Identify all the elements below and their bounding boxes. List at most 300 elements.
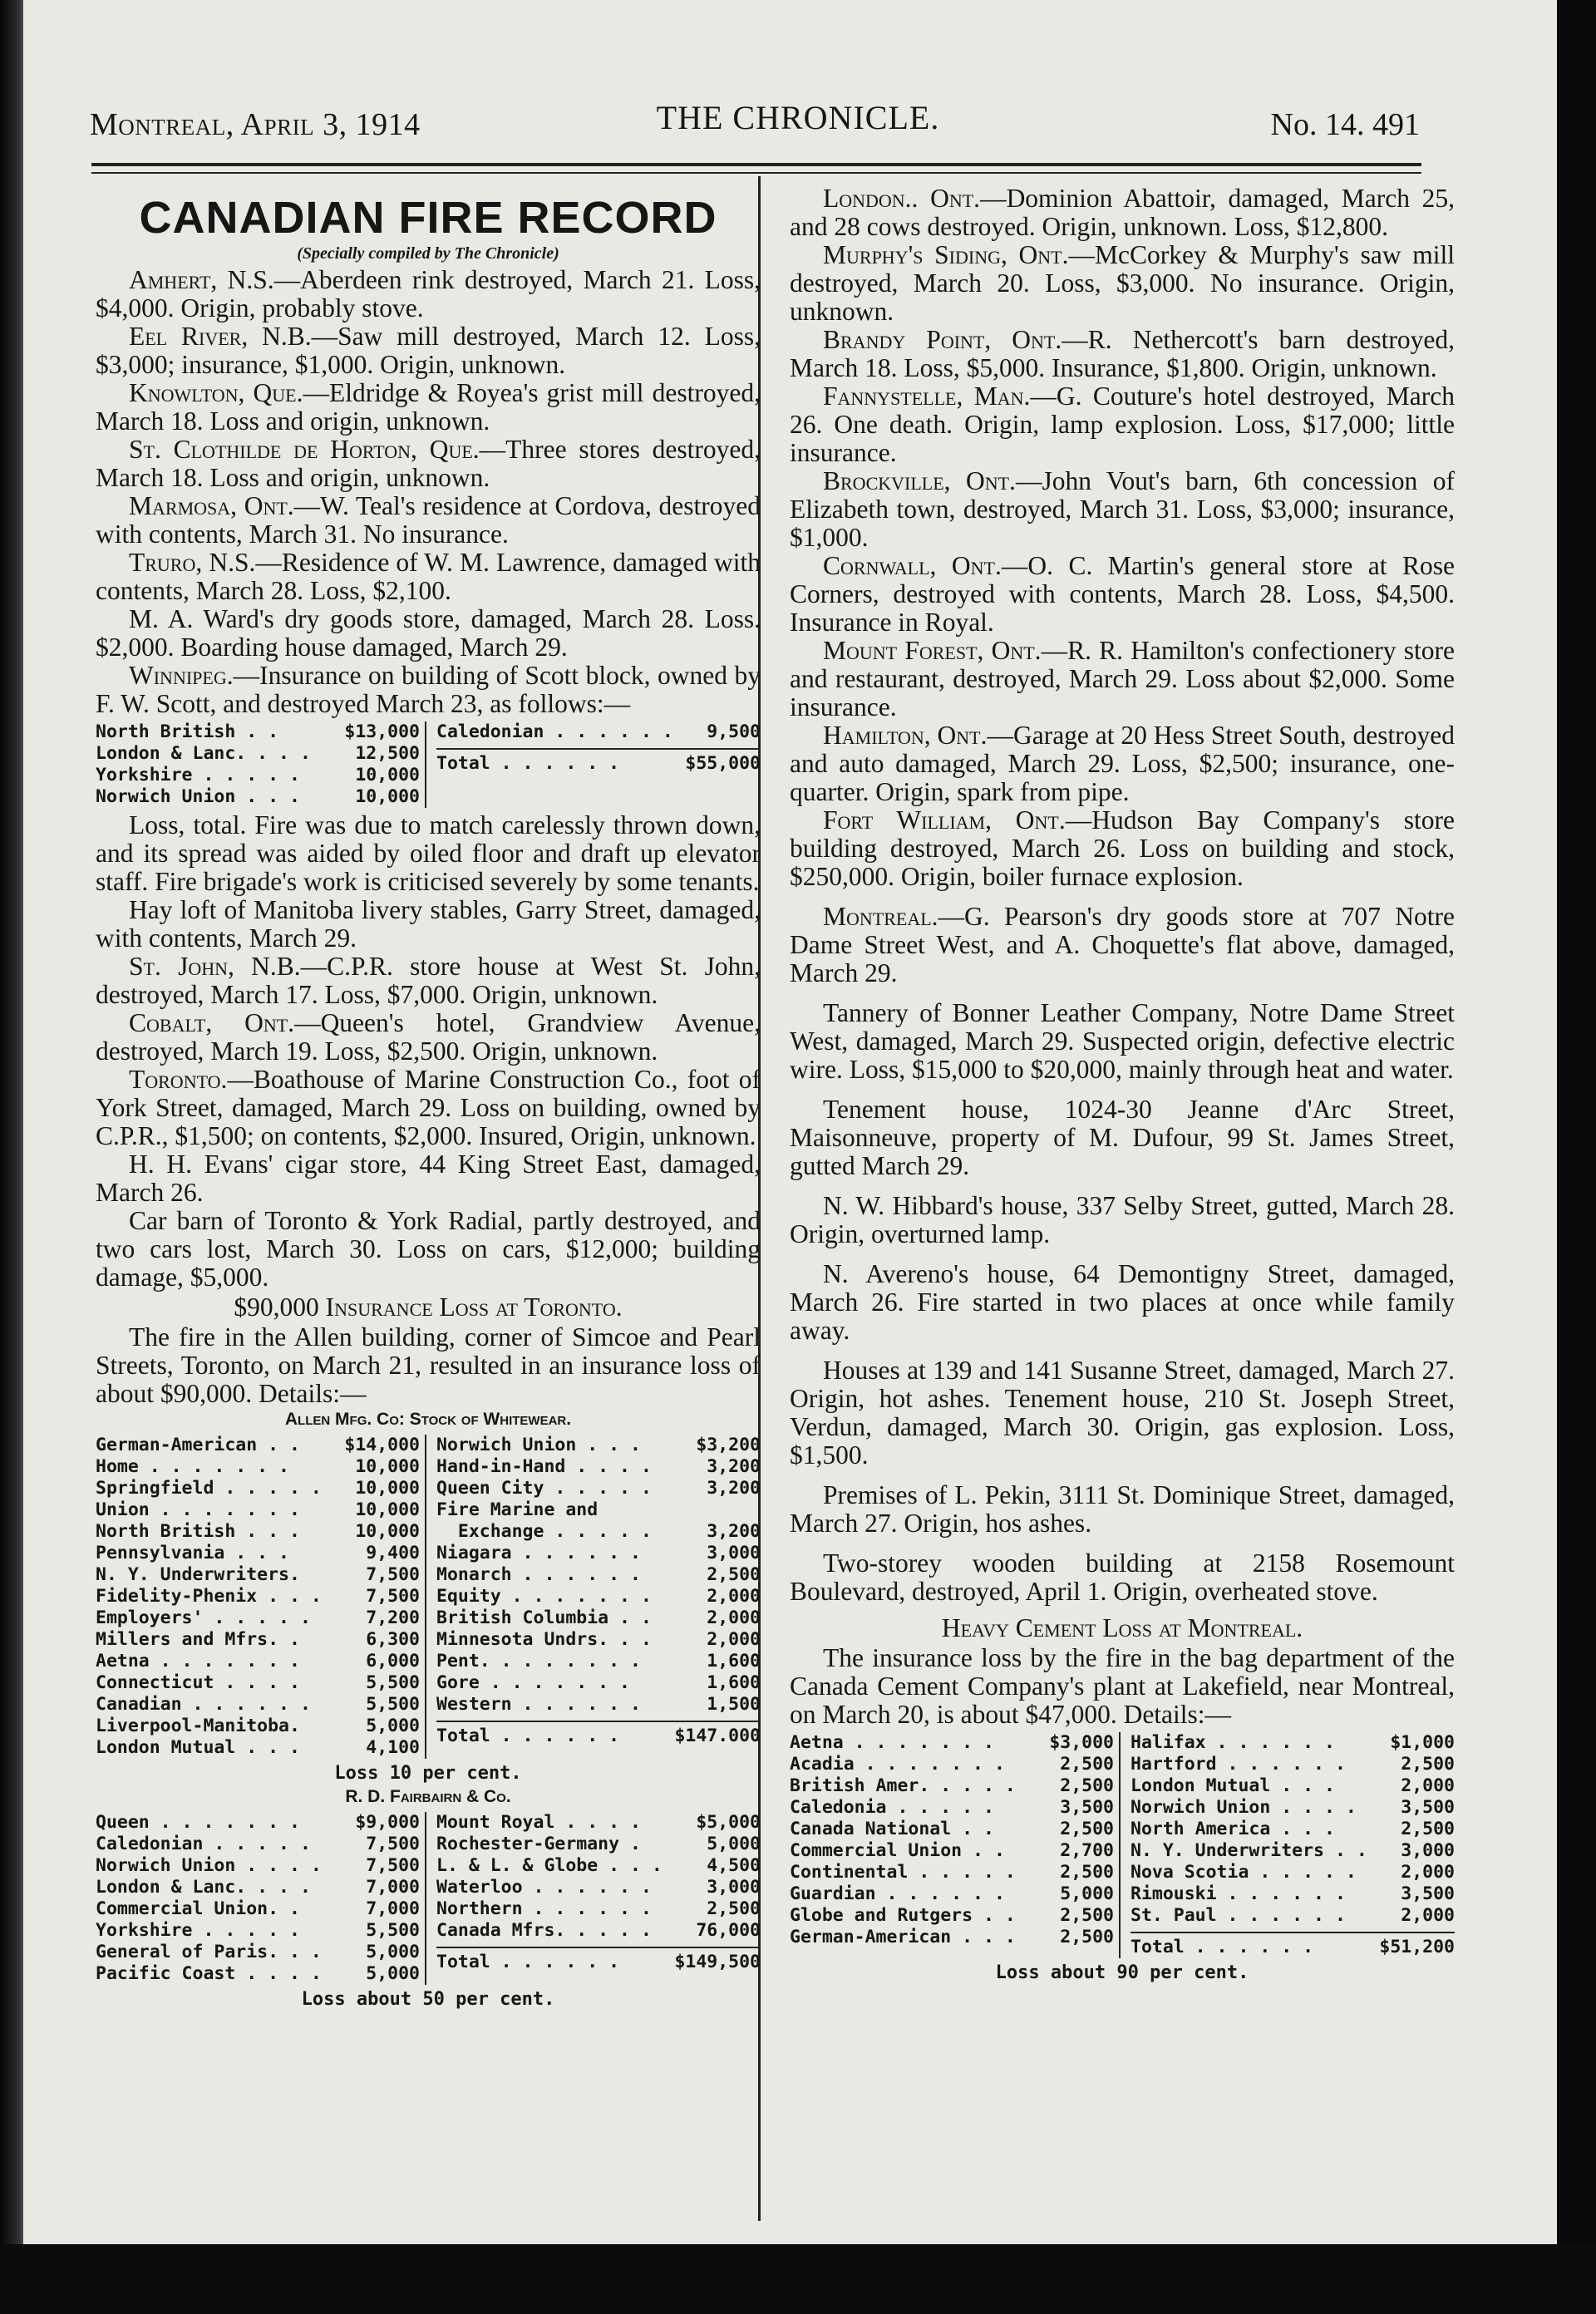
- fire-entry: [790, 1192, 1455, 1248]
- company-name: Pacific Coast . . . .: [96, 1963, 322, 1984]
- amount: 7,500: [366, 1586, 420, 1607]
- table-row: [790, 1819, 1114, 1840]
- left-column: [96, 185, 761, 2011]
- entry-text: N. Avereno's house, 64 Demontigny Street, damaged, March 26. Fire started in two places at once while family away.: [790, 1259, 1455, 1345]
- header-rule: [91, 172, 1421, 174]
- amount: 7,000: [366, 1877, 420, 1898]
- amount: 3,000: [707, 1543, 761, 1563]
- company-name: Fidelity-Phenix . . .: [96, 1586, 322, 1607]
- scan-edge: [1557, 0, 1596, 2314]
- amount: 5,000: [366, 1716, 420, 1736]
- fire-entry: [96, 1207, 761, 1292]
- fire-entry: [96, 1150, 761, 1207]
- entry-text: —Eldridge & Royea's grist mill destroyed, March 18. Loss and origin, unknown.: [96, 378, 761, 436]
- entry-text: —R. R. Hamilton's confectionery store and restaurant, destroyed, March 29. Loss about $2,000. Some insurance.: [790, 636, 1455, 721]
- table-row: [436, 1435, 761, 1456]
- amount: 3,000: [1401, 1840, 1455, 1861]
- company-name: Springfield . . . . .: [96, 1478, 322, 1499]
- company-name: Northern . . . . . .: [436, 1898, 652, 1919]
- amount: 9,400: [366, 1543, 420, 1563]
- entry-text: —O. C. Martin's general store at Rose Corners, destroyed with contents, March 28. Loss, $4,500. Insurance in Royal.: [790, 551, 1456, 637]
- entry-text: —Garage at 20 Hess Street South, destroyed and auto damaged, March 29. Loss, $2,500; insurance, one-quarter. Origin, spark from pipe.: [790, 721, 1455, 806]
- entry-place: London.. Ont.: [823, 184, 981, 213]
- table-row: [96, 1521, 420, 1543]
- amount: 5,000: [1060, 1883, 1114, 1904]
- fire-entry: [790, 1356, 1455, 1470]
- table-row: [790, 1905, 1114, 1927]
- amount: 10,000: [355, 1456, 420, 1477]
- company-name: Caledonian . . . . . .: [436, 721, 673, 742]
- amount: 7,500: [366, 1564, 420, 1585]
- entry-text: —Aberdeen rink destroyed, March 21. Loss, $4,000. Origin, probably stove.: [96, 265, 761, 322]
- table-row: [436, 1629, 761, 1651]
- company-name: N. Y. Underwriters.: [96, 1564, 300, 1585]
- table-row: [1130, 1775, 1455, 1797]
- entry-text: Tannery of Bonner Leather Company, Notre Dame Street West, damaged, March 29. Suspected origin, defective electric wire. Loss, $15,000 to $20,000, mainly through heat and water.: [790, 998, 1455, 1084]
- entry-text: —Queen's hotel, Grandview Avenue, destroyed, March 19. Loss, $2,500. Origin, unknown.: [96, 1008, 761, 1066]
- table-row: [436, 1694, 761, 1716]
- company-name: North America . . .: [1130, 1819, 1335, 1839]
- total-amount: $149,500: [674, 1952, 761, 1972]
- entry-text: —G. Pearson's dry goods store at 707 Notre Dame Street West, and A. Choquette's flat above, damaged, March 29.: [790, 902, 1455, 987]
- company-name: Pent. . . . . . . .: [436, 1651, 641, 1671]
- company-name: General of Paris. . .: [96, 1942, 322, 1962]
- table-row: [436, 1920, 761, 1942]
- company-name: Guardian . . . . . .: [790, 1883, 1005, 1904]
- company-name: Norwich Union . . .: [436, 1435, 641, 1455]
- company-name: Commercial Union . .: [790, 1840, 1005, 1861]
- amount: 7,200: [366, 1607, 420, 1628]
- amount: 2,500: [1060, 1819, 1114, 1839]
- total-label: Total . . . . . .: [436, 1726, 620, 1746]
- fire-entry: [790, 326, 1455, 382]
- table-row: [96, 743, 420, 765]
- company-name: London & Lanc. . . .: [96, 1877, 311, 1898]
- company-name: Union . . . . . . .: [96, 1499, 300, 1520]
- total-amount: $55,000: [685, 753, 761, 774]
- table-row: [96, 1920, 420, 1942]
- company-name: London & Lanc. . . .: [96, 743, 311, 764]
- table-row: [1130, 1754, 1455, 1775]
- fire-entry: [790, 806, 1455, 891]
- table-row: [436, 1543, 761, 1564]
- table-row: [436, 1672, 761, 1694]
- table-row: [96, 1812, 420, 1834]
- fire-entry: [96, 379, 761, 436]
- table-row: [790, 1840, 1114, 1862]
- amount: 2,500: [1060, 1754, 1114, 1775]
- fairbairn-insurance-table: [96, 1812, 761, 1985]
- company-name: Rimouski . . . . . .: [1130, 1883, 1346, 1904]
- fire-entry: [790, 382, 1455, 467]
- amount: 10,000: [355, 765, 420, 785]
- company-name: Canadian . . . . . .: [96, 1694, 311, 1715]
- table-row: [790, 1732, 1114, 1754]
- entry-place: Murphy's Siding, Ont.: [823, 240, 1069, 269]
- cement-insurance-table: [790, 1732, 1455, 1958]
- table-left-column: [96, 1812, 426, 1985]
- table-row: [96, 1737, 420, 1759]
- table-row: [96, 1478, 420, 1499]
- table-row: [96, 1586, 420, 1607]
- table-row: [436, 1478, 761, 1499]
- company-name: North British . . .: [96, 1521, 300, 1542]
- table-total-row: [1130, 1932, 1455, 1958]
- table-row: [436, 1564, 761, 1586]
- amount: 3,500: [1401, 1883, 1455, 1904]
- amount: 2,000: [1401, 1862, 1455, 1883]
- company-name: Fire Marine and: [436, 1499, 598, 1520]
- amount: 2,000: [707, 1586, 761, 1607]
- amount: 5,000: [366, 1963, 420, 1984]
- company-name: N. Y. Underwriters . .: [1130, 1840, 1367, 1861]
- entry-text: Car barn of Toronto & York Radial, partly destroyed, and two cars lost, March 30. Loss on cars, $12,000; building damage, $5,000.: [96, 1206, 761, 1292]
- table-row: [96, 1898, 420, 1920]
- company-name: Halifax . . . . . .: [1130, 1732, 1335, 1753]
- table-row: [96, 765, 420, 786]
- entry-text: Two-storey wooden building at 2158 Rosemount Boulevard, destroyed, April 1. Origin, overheated stove.: [790, 1548, 1455, 1606]
- company-name: Liverpool-Manitoba.: [96, 1716, 300, 1736]
- entry-text: —Three stores destroyed, March 18. Loss and origin, unknown.: [96, 435, 761, 492]
- amount: 2,000: [1401, 1775, 1455, 1796]
- toronto-paragraph: The fire in the Allen building, corner of Simcoe and Pearl Streets, Toronto, on March 21, resulted in an insurance loss of about $90,000. Details:—: [96, 1322, 761, 1408]
- amount: 2,700: [1060, 1840, 1114, 1861]
- amount: 2,500: [1060, 1862, 1114, 1883]
- fire-entry: [96, 549, 761, 605]
- fire-entry: [790, 999, 1455, 1084]
- amount: 9,500: [707, 721, 761, 742]
- entry-place: Knowlton, Que.: [129, 378, 303, 407]
- company-name: Globe and Rutgers . .: [790, 1905, 1016, 1926]
- table-row: [96, 1877, 420, 1898]
- entry-text: —Hudson Bay Company's store building destroyed, March 26. Loss on building and stock, $250,000. Origin, boiler furnace explosion.: [790, 805, 1455, 891]
- table-row: [436, 721, 761, 743]
- table-row: [96, 1499, 420, 1521]
- allen-heading: Allen Mfg. Co: Stock of Whitewear.: [284, 1410, 572, 1429]
- total-amount: $51,200: [1379, 1937, 1455, 1957]
- company-name: L. & L. & Globe . . .: [436, 1855, 663, 1876]
- amount: 5,500: [366, 1672, 420, 1693]
- company-name: St. Paul . . . . . .: [1130, 1905, 1346, 1926]
- entry-place: Cornwall, Ont.: [823, 551, 1002, 580]
- fairbairn-loss-note: Loss about 50 per cent.: [301, 1989, 555, 2010]
- header-page-number: No. 14. 491: [1270, 107, 1420, 142]
- fire-entry: [96, 322, 761, 379]
- table-row: [96, 786, 420, 808]
- company-name: Norwich Union . . . .: [1130, 1797, 1357, 1818]
- entry-place: Cobalt, Ont.: [129, 1008, 295, 1037]
- table-row: [96, 1629, 420, 1651]
- amount: 3,000: [707, 1877, 761, 1898]
- table-row: [1130, 1819, 1455, 1840]
- entry-place: Winnipeg.: [129, 661, 234, 690]
- fire-entry: [96, 896, 761, 953]
- amount: 7,000: [366, 1898, 420, 1919]
- company-name: Commercial Union. .: [96, 1898, 300, 1919]
- amount: 2,500: [1060, 1775, 1114, 1796]
- header-publication: THE CHRONICLE.: [656, 99, 940, 136]
- entry-text: —Insurance on building of Scott block, owned by F. W. Scott, and destroyed March 23, as follows:—: [96, 661, 761, 718]
- amount: 6,000: [366, 1651, 420, 1671]
- table-row: [436, 1456, 761, 1478]
- amount: 3,500: [1401, 1797, 1455, 1818]
- left-entries-2: [96, 811, 761, 1292]
- fire-entry: [790, 637, 1455, 721]
- fire-entry: [790, 467, 1455, 552]
- entry-place: Hamilton, Ont.: [823, 721, 988, 750]
- table-row: [1130, 1797, 1455, 1819]
- table-row: [1130, 1840, 1455, 1862]
- company-name: German-American . . .: [790, 1927, 1016, 1947]
- amount: 10,000: [355, 1521, 420, 1542]
- company-name: Home . . . . . . .: [96, 1456, 289, 1477]
- amount: $9,000: [355, 1812, 420, 1833]
- company-name: Western . . . . . .: [436, 1694, 641, 1715]
- amount: 10,000: [355, 786, 420, 807]
- entry-text: —Dominion Abattoir, damaged, March 25, and 28 cows destroyed. Origin, unknown. Loss, $12,800.: [790, 184, 1455, 241]
- company-name: Exchange . . . . .: [436, 1521, 652, 1542]
- fire-entry: [96, 492, 761, 549]
- amount: 2,500: [1060, 1927, 1114, 1947]
- amount: 2,000: [707, 1629, 761, 1650]
- company-name: Yorkshire . . . . .: [96, 1920, 300, 1941]
- entry-text: H. H. Evans' cigar store, 44 King Street East, damaged, March 26.: [96, 1150, 761, 1207]
- company-name: Yorkshire . . . . .: [96, 765, 300, 785]
- amount: 5,000: [707, 1834, 761, 1854]
- entry-place: Truro, N.S.: [129, 548, 256, 577]
- amount: 4,100: [366, 1737, 420, 1758]
- amount: 7,500: [366, 1834, 420, 1854]
- table-row: [96, 1694, 420, 1716]
- header-dateline: Montreal, April 3, 1914: [90, 107, 421, 142]
- toronto-heading: $90,000 Insurance Loss at Toronto.: [234, 1292, 623, 1322]
- amount: 4,500: [707, 1855, 761, 1876]
- company-name: Queen City . . . . .: [436, 1478, 652, 1499]
- amount: 1,500: [707, 1694, 761, 1715]
- cement-paragraph: The insurance loss by the fire in the bag department of the Canada Cement Company's plant at Lakefield, near Montreal, on March 20, is about $47,000. Details:—: [790, 1643, 1455, 1729]
- amount: 12,500: [355, 743, 420, 764]
- entry-place: Marmosa, Ont.: [129, 491, 294, 520]
- fire-entry: [96, 266, 761, 322]
- company-name: London Mutual . . .: [1130, 1775, 1335, 1796]
- amount: 5,500: [366, 1920, 420, 1941]
- amount: 2,500: [707, 1898, 761, 1919]
- fire-entry: [790, 1260, 1455, 1345]
- company-name: Hartford . . . . . .: [1130, 1754, 1346, 1775]
- company-name: Rochester-Germany .: [436, 1834, 641, 1854]
- entry-place: Montreal.: [823, 902, 938, 931]
- fire-entry: [790, 1481, 1455, 1538]
- entry-text: Houses at 139 and 141 Susanne Street, damaged, March 27. Origin, hot ashes. Tenement house, 210 St. Joseph Street, Verdun, damaged, March 30. Origin, gas explosion. Loss, $1,500.: [790, 1356, 1455, 1470]
- entry-text: —Boathouse of Marine Construction Co., foot of York Street, damaged, March 29. Loss on building, owned by C.P.R., $1,500; on contents, $2,000. Insured, Origin, unknown.: [96, 1065, 761, 1150]
- company-name: Canada Mfrs. . . . .: [436, 1920, 652, 1941]
- amount: 2,500: [707, 1564, 761, 1585]
- company-name: Continental . . . . .: [790, 1862, 1016, 1883]
- entry-text: Tenement house, 1024-30 Jeanne d'Arc Street, Maisonneuve, property of M. Dufour, 99 St. James Street, gutted March 29.: [790, 1095, 1455, 1180]
- table-row: [790, 1927, 1114, 1948]
- table-row: [436, 1586, 761, 1607]
- company-name: Monarch . . . . . .: [436, 1564, 641, 1585]
- table-row: [96, 1456, 420, 1478]
- company-name: Nova Scotia . . . . .: [1130, 1862, 1357, 1883]
- entry-text: —Residence of W. M. Lawrence, damaged with contents, March 28. Loss, $2,100.: [96, 548, 761, 605]
- amount: 7,500: [366, 1855, 420, 1876]
- company-name: Aetna . . . . . . .: [96, 1651, 300, 1671]
- table-row: [96, 721, 420, 743]
- fire-entry: [96, 1066, 761, 1150]
- company-name: British Amer. . . . .: [790, 1775, 1016, 1796]
- amount: $3,000: [1049, 1732, 1114, 1753]
- table-row: [96, 1672, 420, 1694]
- table-row: [96, 1716, 420, 1737]
- company-name: Caledonian . . . . .: [96, 1834, 311, 1854]
- entry-place: Amhert, N.S.: [129, 265, 274, 294]
- company-name: Aetna . . . . . . .: [790, 1732, 994, 1753]
- fire-entry: [96, 811, 761, 896]
- company-name: Queen . . . . . . .: [96, 1812, 300, 1833]
- entry-text: M. A. Ward's dry goods store, damaged, March 28. Loss. $2,000. Boarding house damaged, March 29.: [96, 604, 761, 662]
- cement-heading: Heavy Cement Loss at Montreal.: [941, 1613, 1303, 1642]
- company-name: London Mutual . . .: [96, 1737, 300, 1758]
- entry-place: Toronto.: [129, 1065, 228, 1094]
- company-name: Hand-in-Hand . . . .: [436, 1456, 652, 1477]
- allen-insurance-table: [96, 1435, 761, 1759]
- table-row: [1130, 1905, 1455, 1927]
- table-row: [96, 1607, 420, 1629]
- company-name: Gore . . . . . . .: [436, 1672, 630, 1693]
- table-row: [436, 1607, 761, 1629]
- fire-entry: [790, 1095, 1455, 1180]
- table-left-column: [96, 721, 426, 808]
- table-row: [790, 1883, 1114, 1905]
- fairbairn-heading: R. D. Fairbairn & Co.: [345, 1787, 511, 1806]
- amount: 2,500: [1401, 1754, 1455, 1775]
- amount: 10,000: [355, 1499, 420, 1520]
- fire-entry: [790, 721, 1455, 806]
- amount: 10,000: [355, 1478, 420, 1499]
- entry-text: N. W. Hibbard's house, 337 Selby Street, gutted, March 28. Origin, overturned lamp.: [790, 1191, 1455, 1248]
- table-left-column: [96, 1435, 426, 1759]
- amount: 3,200: [707, 1456, 761, 1477]
- cement-loss-note: Loss about 90 per cent.: [995, 1962, 1249, 1983]
- company-name: Norwich Union . . . .: [96, 1855, 322, 1876]
- amount: 2,500: [1401, 1819, 1455, 1839]
- amount: 3,500: [1060, 1797, 1114, 1818]
- company-name: Millers and Mfrs. .: [96, 1629, 300, 1650]
- table-row: [96, 1834, 420, 1855]
- fire-entry: [790, 241, 1455, 326]
- company-name: Mount Royal . . . .: [436, 1812, 641, 1833]
- company-name: Norwich Union . . .: [96, 786, 300, 807]
- table-left-column: [790, 1732, 1121, 1958]
- entry-place: Mount Forest, Ont.: [823, 636, 1042, 665]
- table-row: [790, 1862, 1114, 1883]
- fire-entry: [96, 1009, 761, 1066]
- table-row: [96, 1543, 420, 1564]
- amount: 3,200: [707, 1478, 761, 1499]
- table-right-column: [1121, 1732, 1455, 1958]
- fire-entry: [790, 185, 1455, 241]
- company-name: Waterloo . . . . . .: [436, 1877, 652, 1898]
- right-column: [790, 185, 1455, 1985]
- table-total-row: [436, 1721, 761, 1747]
- table-right-column: [426, 1435, 761, 1759]
- section-subtitle: (Specially compiled by The Chronicle): [297, 244, 559, 263]
- table-row: [96, 1651, 420, 1672]
- table-row: [1130, 1862, 1455, 1883]
- table-row: [790, 1754, 1114, 1775]
- winnipeg-insurance-table: [96, 721, 761, 808]
- entry-text: Premises of L. Pekin, 3111 St. Dominique Street, damaged, March 27. Origin, hos ashes.: [790, 1480, 1455, 1538]
- table-row: [790, 1797, 1114, 1819]
- company-name: Niagara . . . . . .: [436, 1543, 641, 1563]
- header-rule: [91, 163, 1421, 166]
- entry-text: —McCorkey & Murphy's saw mill destroyed, March 20. Loss, $3,000. No insurance. Origin, unknown.: [790, 240, 1455, 326]
- amount: 1,600: [707, 1651, 761, 1671]
- fire-entry: [96, 605, 761, 662]
- table-row: [1130, 1732, 1455, 1754]
- company-name: North British . .: [96, 721, 279, 742]
- amount: $5,000: [696, 1812, 761, 1833]
- amount: 6,300: [366, 1629, 420, 1650]
- total-label: Total . . . . . .: [1130, 1937, 1314, 1957]
- entry-place: Fort William, Ont.: [823, 805, 1066, 835]
- company-name: Acadia . . . . . . .: [790, 1754, 1005, 1775]
- amount: 1,600: [707, 1672, 761, 1693]
- fire-entry: [790, 1549, 1455, 1606]
- company-name: Pennsylvania . . .: [96, 1543, 289, 1563]
- amount: 3,200: [707, 1521, 761, 1542]
- total-amount: $147.000: [674, 1726, 761, 1746]
- entry-place: Fannystelle, Man.: [823, 382, 1031, 411]
- fire-entry: [96, 953, 761, 1009]
- table-row: [96, 1435, 420, 1456]
- company-name: Employers' . . . . .: [96, 1607, 311, 1628]
- amount: 2,000: [707, 1607, 761, 1628]
- table-row: [436, 1898, 761, 1920]
- entry-place: Brockville, Ont.: [823, 466, 1016, 495]
- amount: 76,000: [696, 1920, 761, 1941]
- amount: 5,500: [366, 1694, 420, 1715]
- table-row: [96, 1564, 420, 1586]
- fire-entry: [96, 662, 761, 718]
- company-name: Equity . . . . . . .: [436, 1586, 652, 1607]
- amount: 2,000: [1401, 1905, 1455, 1926]
- company-name: German-American . .: [96, 1435, 300, 1455]
- table-right-column: [426, 1812, 761, 1985]
- scan-edge: [0, 2244, 1596, 2314]
- table-right-column: [426, 721, 761, 808]
- table-row: [1130, 1883, 1455, 1905]
- total-label: Total . . . . . .: [436, 1952, 620, 1972]
- amount: $14,000: [344, 1435, 420, 1455]
- left-entries: [96, 266, 761, 718]
- company-name: Canada National . .: [790, 1819, 994, 1839]
- entry-text: —Saw mill destroyed, March 12. Loss, $3,000; insurance, $1,000. Origin, unknown.: [96, 322, 761, 379]
- total-label: Total . . . . . .: [436, 753, 620, 774]
- company-name: Caledonia . . . . .: [790, 1797, 994, 1818]
- table-row: [436, 1834, 761, 1855]
- entry-place: St. Clothilde de Horton, Que.: [129, 435, 480, 464]
- entry-place: St. John, N.B.: [129, 952, 301, 981]
- amount: 5,000: [366, 1942, 420, 1962]
- company-name: Connecticut . . . .: [96, 1672, 300, 1693]
- table-row: [436, 1651, 761, 1672]
- table-total-row: [436, 1947, 761, 1973]
- company-name: British Columbia . .: [436, 1607, 652, 1628]
- entry-text: —John Vout's barn, 6th concession of Elizabeth town, destroyed, March 31. Loss, $3,000; insurance, $1,000.: [790, 466, 1455, 552]
- entry-text: —G. Couture's hotel destroyed, March 26. One death. Origin, lamp explosion. Loss, $17,000; little insurance.: [790, 382, 1456, 467]
